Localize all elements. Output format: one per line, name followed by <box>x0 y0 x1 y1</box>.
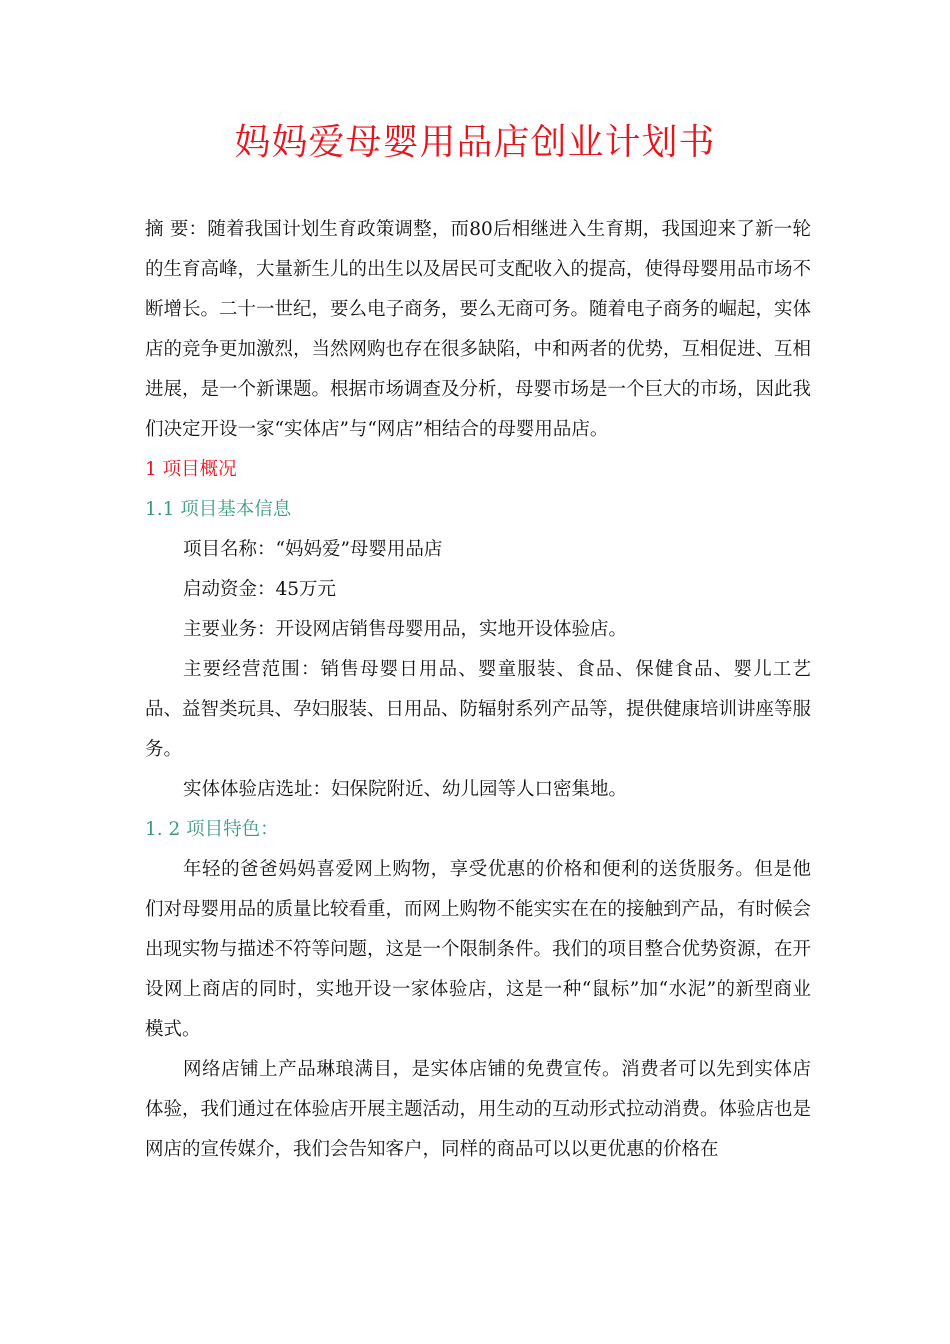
feature-paragraph-1: 年轻的爸爸妈妈喜爱网上购物，享受优惠的价格和便利的送货服务。但是他们对母婴用品的质量比较看重，而网上购物不能实实在在的接触到产品，有时候会出现实物与描述不符等问题，这是一个限制条件。我们的项目整合优势资源，在开设网上商店的同时，实地开设一家体验店，这是一种“鼠标”加“水泥”的新型商业模式。 <box>145 859 812 1040</box>
abstract-text: 随着我国计划生育政策调整，而80后相继进入生育期，我国迎来了新一轮的生育高峰，大量新生儿的出生以及居民可支配收入的提高，使得母婴用品市场不断增长。二十一世纪，要么电子商务，要么无商可务。随着电子商务的崛起，实体店的竞争更加激烈，当然网购也存在很多缺陷，中和两者的优势，互相促进、互相进展，是一个新课题。根据市场调查及分析，母婴市场是一个巨大的市场，因此我们决定开设一家“实体店”与“网店”相结合的母婴用品店。 <box>145 219 812 440</box>
document-title: 妈妈爱母婴用品店创业计划书 <box>234 122 716 163</box>
info-main-business: 主要业务：开设网店销售母婴用品，实地开设体验店。 <box>183 619 628 640</box>
info-project-name: 项目名称：“妈妈爱”母婴用品店 <box>183 539 443 560</box>
feature-paragraph-2: 网络店铺上产品琳琅满目，是实体店铺的免费宣传。消费者可以先到实体店体验，我们通过在体验店开展主题活动，用生动的互动形式拉动消费。体验店也是网店的宣传媒介，我们会告知客户，同样的商品可以以更优惠的价格在 <box>145 1059 812 1160</box>
abstract-label: 摘 要： <box>145 219 208 240</box>
subsection-heading-1-2: 1. 2 项目特色： <box>145 819 279 840</box>
info-store-location: 实体体验店选址：妇保院附近、幼儿园等人口密集地。 <box>183 779 628 800</box>
info-business-scope: 主要经营范围：销售母婴日用品、婴童服装、食品、保健食品、婴儿工艺品、益智类玩具、孕妇服装、日用品、防辐射系列产品等，提供健康培训讲座等服务。 <box>145 659 812 760</box>
document-body <box>145 210 811 1170</box>
info-startup-funds: 启动资金：45万元 <box>183 579 337 600</box>
subsection-heading-1-1: 1.1 项目基本信息 <box>145 499 292 520</box>
abstract-paragraph <box>145 210 811 450</box>
section-heading-1: 1 项目概况 <box>145 459 237 480</box>
